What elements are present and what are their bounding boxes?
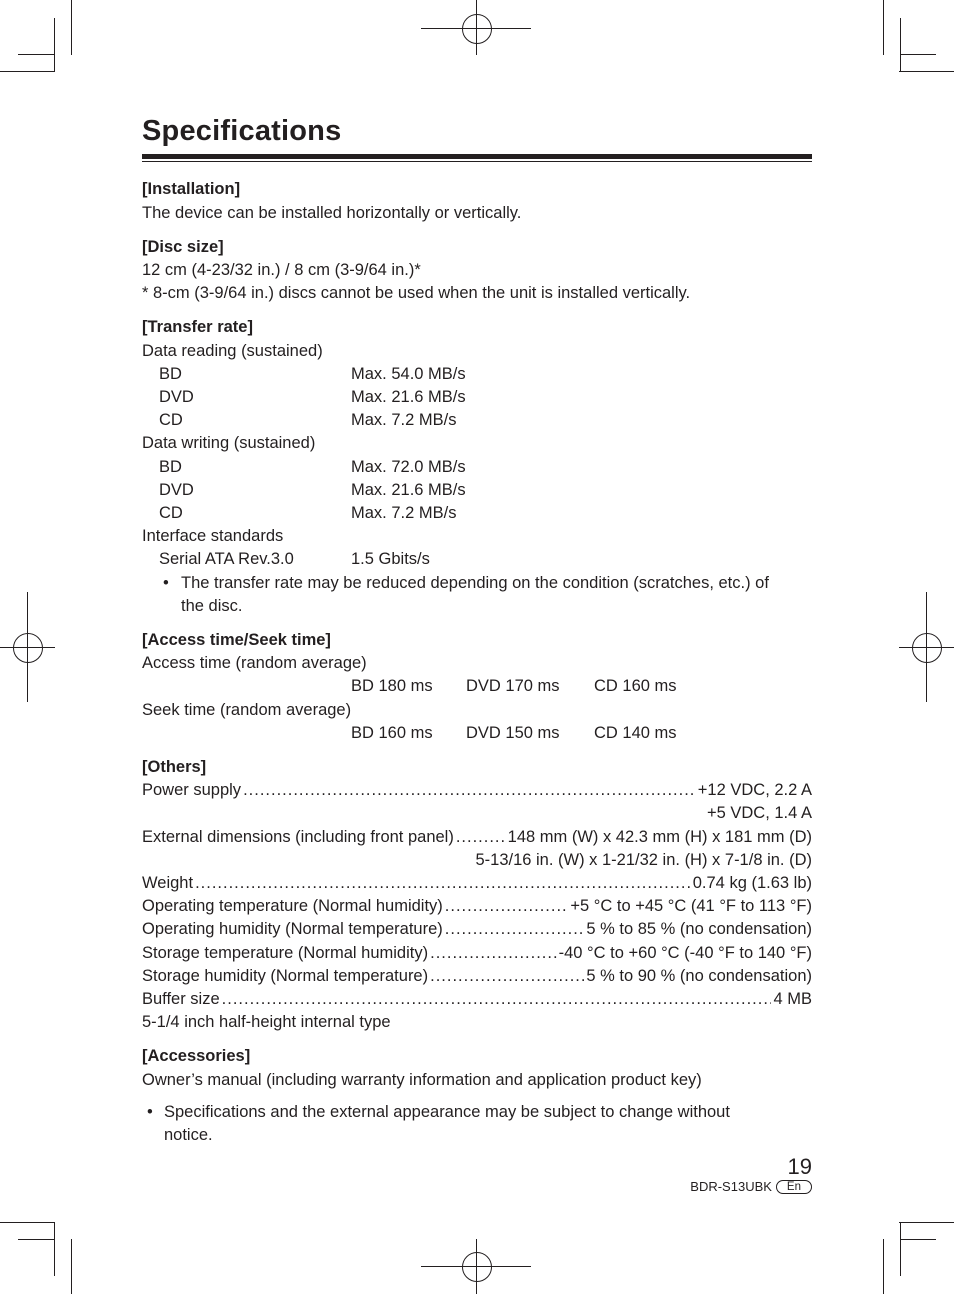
disc-size-heading: [Disc size] bbox=[142, 238, 224, 256]
access-dvd: DVD 170 ms bbox=[466, 677, 560, 695]
reading-media: BD bbox=[159, 365, 182, 383]
others-heading: [Others] bbox=[142, 758, 207, 776]
reading-media: CD bbox=[159, 411, 183, 429]
spec-label: Power supply bbox=[142, 781, 242, 799]
writing-media: BD bbox=[159, 458, 182, 476]
access-bd: BD 180 ms bbox=[351, 677, 433, 695]
disc-size-footnote: * 8-cm (3-9/64 in.) discs cannot be used when the unit is installed vertically. bbox=[142, 284, 691, 302]
spec-row-power bbox=[142, 780, 812, 800]
reading-value: Max. 54.0 MB/s bbox=[351, 365, 466, 383]
spec-row-weight bbox=[142, 873, 812, 893]
reading-value: Max. 7.2 MB/s bbox=[351, 411, 457, 429]
installation-heading: [Installation] bbox=[142, 180, 241, 198]
final-note-line2: notice. bbox=[164, 1126, 213, 1144]
spec-value: 5 % to 85 % (no condensation) bbox=[586, 920, 812, 938]
dims-value-2: 5-13/16 in. (W) x 1-21/32 in. (H) x 7-1/8 in. (D) bbox=[475, 851, 812, 869]
access-cd: CD 160 ms bbox=[594, 677, 677, 695]
disc-size-line: 12 cm (4-23/32 in.) / 8 cm (3-9/64 in.)* bbox=[142, 261, 421, 279]
spec-value: +5 °C to +45 °C (41 °F to 113 °F) bbox=[570, 897, 812, 915]
dot-leader bbox=[456, 827, 506, 847]
spec-value: 4 MB bbox=[773, 990, 812, 1008]
access-time-label: Access time (random average) bbox=[142, 654, 367, 672]
model-name: BDR-S13UBK bbox=[690, 1179, 772, 1194]
spec-row-buffer bbox=[142, 989, 812, 1009]
writing-value: Max. 7.2 MB/s bbox=[351, 504, 457, 522]
language-badge: En bbox=[776, 1180, 812, 1194]
dot-leader bbox=[445, 896, 569, 916]
writing-value: Max. 72.0 MB/s bbox=[351, 458, 466, 476]
bullet: • bbox=[163, 574, 169, 592]
writing-media: DVD bbox=[159, 481, 194, 499]
spec-label: Storage humidity (Normal temperature) bbox=[142, 967, 429, 985]
spec-row-op-humidity bbox=[142, 919, 812, 939]
power-value-2: +5 VDC, 1.4 A bbox=[706, 804, 812, 822]
spec-value: -40 °C to +60 °C (-40 °F to 140 °F) bbox=[558, 944, 812, 962]
spec-value: 0.74 kg (1.63 lb) bbox=[692, 874, 812, 892]
dot-leader bbox=[222, 989, 772, 1009]
page-number: 19 bbox=[787, 1154, 812, 1179]
title-rule-thin bbox=[142, 161, 812, 162]
spec-label: Operating humidity (Normal temperature) bbox=[142, 920, 443, 938]
interface-label: Interface standards bbox=[142, 527, 284, 545]
access-seek-heading: [Access time/Seek time] bbox=[142, 631, 331, 649]
seek-cd: CD 140 ms bbox=[594, 724, 677, 742]
interface-value: 1.5 Gbits/s bbox=[351, 550, 430, 568]
spec-row-op-temp bbox=[142, 896, 812, 916]
page-title: Specifications bbox=[142, 115, 342, 147]
seek-bd: BD 160 ms bbox=[351, 724, 433, 742]
spec-label: Operating temperature (Normal humidity) bbox=[142, 897, 443, 915]
transfer-note-line2: the disc. bbox=[181, 597, 243, 615]
spec-label: Weight bbox=[142, 874, 194, 892]
installation-text: The device can be installed horizontally or vertically. bbox=[142, 204, 522, 222]
footer-model bbox=[690, 1179, 812, 1194]
title-rule-thick bbox=[142, 154, 812, 159]
interface-name: Serial ATA Rev.3.0 bbox=[159, 550, 294, 568]
data-reading-label: Data reading (sustained) bbox=[142, 342, 323, 360]
transfer-rate-heading: [Transfer rate] bbox=[142, 318, 253, 336]
spec-value: +12 VDC, 2.2 A bbox=[697, 781, 812, 799]
reading-media: DVD bbox=[159, 388, 194, 406]
spec-row-dimensions bbox=[142, 827, 812, 847]
dot-leader bbox=[243, 780, 696, 800]
spec-value: 5 % to 90 % (no condensation) bbox=[586, 967, 812, 985]
accessories-text: Owner’s manual (including warranty information and application product key) bbox=[142, 1071, 702, 1089]
final-note-line1: Specifications and the external appearance may be subject to change without bbox=[164, 1103, 730, 1121]
dot-leader bbox=[445, 919, 585, 939]
spec-row-storage-temp bbox=[142, 943, 812, 963]
spec-label: Buffer size bbox=[142, 990, 220, 1008]
spec-label: External dimensions (including front panel) bbox=[142, 828, 454, 846]
dot-leader bbox=[430, 966, 584, 986]
form-factor: 5-1/4 inch half-height internal type bbox=[142, 1013, 391, 1031]
data-writing-label: Data writing (sustained) bbox=[142, 434, 316, 452]
spec-value: 148 mm (W) x 42.3 mm (H) x 181 mm (D) bbox=[507, 828, 812, 846]
seek-time-label: Seek time (random average) bbox=[142, 701, 352, 719]
spec-label: Storage temperature (Normal humidity) bbox=[142, 944, 429, 962]
dot-leader bbox=[195, 873, 691, 893]
writing-value: Max. 21.6 MB/s bbox=[351, 481, 466, 499]
writing-media: CD bbox=[159, 504, 183, 522]
seek-dvd: DVD 150 ms bbox=[466, 724, 560, 742]
accessories-heading: [Accessories] bbox=[142, 1047, 251, 1065]
reading-value: Max. 21.6 MB/s bbox=[351, 388, 466, 406]
dot-leader bbox=[430, 943, 557, 963]
spec-row-storage-humidity bbox=[142, 966, 812, 986]
transfer-note-line1: The transfer rate may be reduced depending on the condition (scratches, etc.) of bbox=[181, 574, 769, 592]
bullet: • bbox=[147, 1103, 153, 1121]
